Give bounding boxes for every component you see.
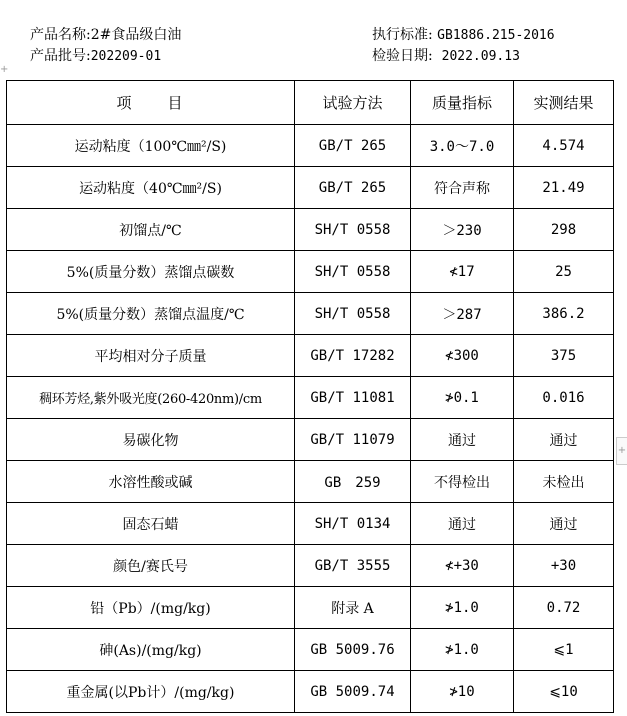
row-spec: 通过 <box>411 503 514 545</box>
row-spec: ＞230 <box>411 209 514 251</box>
column-header-spec: 质量指标 <box>411 81 514 125</box>
row-result: 4.574 <box>514 125 614 167</box>
product-name <box>30 26 181 44</box>
row-spec: ≯0.1 <box>411 377 514 419</box>
row-result: 未检出 <box>514 461 614 503</box>
row-method: GB 5009.74 <box>295 671 411 713</box>
table-row <box>7 629 614 671</box>
inspection-table <box>6 80 614 713</box>
table-row <box>7 293 614 335</box>
row-item: 运动粘度（40℃㎜²/S) <box>7 167 295 209</box>
table-header-row <box>7 81 614 125</box>
table-row <box>7 209 614 251</box>
row-spec: ≮300 <box>411 335 514 377</box>
row-item: 铅（Pb）/(mg/kg) <box>7 587 295 629</box>
inspection-date <box>372 47 520 66</box>
column-header-item-label: 项 目 <box>116 94 185 112</box>
row-method: SH/T 0558 <box>295 293 411 335</box>
row-spec: ≯10 <box>411 671 514 713</box>
row-result: +30 <box>514 545 614 587</box>
row-result: 0.016 <box>514 377 614 419</box>
column-header-result: 实测结果 <box>514 81 614 125</box>
row-result: ⩽1 <box>514 629 614 671</box>
row-item: 5%(质量分数）蒸馏点温度/℃ <box>7 293 295 335</box>
table-row <box>7 671 614 713</box>
row-spec: ≮+30 <box>411 545 514 587</box>
row-spec: 通过 <box>411 419 514 461</box>
right-plus-icon[interactable]: + <box>616 437 627 465</box>
row-result: 25 <box>514 251 614 293</box>
product-name-value: 2#食品级白油 <box>90 27 182 43</box>
row-result: 298 <box>514 209 614 251</box>
row-method: GB/T 265 <box>295 167 411 209</box>
inspection-date-label: 检验日期: <box>372 48 433 64</box>
row-item: 重金属(以Pb计）/(mg/kg) <box>7 671 295 713</box>
left-plus-icon: + <box>0 64 9 75</box>
table-row <box>7 125 614 167</box>
row-method: GB/T 17282 <box>295 335 411 377</box>
row-result: 21.49 <box>514 167 614 209</box>
row-result: 通过 <box>514 419 614 461</box>
table-row <box>7 377 614 419</box>
row-spec: ≮17 <box>411 251 514 293</box>
table-row <box>7 503 614 545</box>
report-header <box>0 0 627 80</box>
row-result: 通过 <box>514 503 614 545</box>
row-method: GB/T 11079 <box>295 419 411 461</box>
row-method: SH/T 0558 <box>295 209 411 251</box>
inspection-date-value: 2022.09.13 <box>441 49 520 64</box>
row-spec: 不得检出 <box>411 461 514 503</box>
row-result: ⩽10 <box>514 671 614 713</box>
row-method: GB/T 3555 <box>295 545 411 587</box>
row-method: GB 259 <box>295 461 411 503</box>
row-spec: 符合声称 <box>411 167 514 209</box>
table-row <box>7 419 614 461</box>
row-result: 375 <box>514 335 614 377</box>
table-row <box>7 335 614 377</box>
row-method: 附录 A <box>295 587 411 629</box>
row-item: 初馏点/℃ <box>7 209 295 251</box>
row-item: 固态石蜡 <box>7 503 295 545</box>
row-result: 0.72 <box>514 587 614 629</box>
row-item: 稠环芳烃,紫外吸光度(260-420nm)/cm <box>7 377 295 419</box>
row-method: GB/T 11081 <box>295 377 411 419</box>
row-item: 砷(As)/(mg/kg) <box>7 629 295 671</box>
row-item: 易碳化物 <box>7 419 295 461</box>
row-result: 386.2 <box>514 293 614 335</box>
row-spec: 3.0～7.0 <box>411 125 514 167</box>
row-item: 水溶性酸或碱 <box>7 461 295 503</box>
table-row <box>7 461 614 503</box>
execution-standard-label: 执行标准: <box>372 27 433 43</box>
column-header-item <box>7 81 295 125</box>
execution-standard <box>372 26 555 45</box>
row-item: 平均相对分子质量 <box>7 335 295 377</box>
product-name-label: 产品名称: <box>30 27 91 43</box>
table-row <box>7 251 614 293</box>
row-method: GB 5009.76 <box>295 629 411 671</box>
row-spec: ≯1.0 <box>411 587 514 629</box>
row-spec: ＞287 <box>411 293 514 335</box>
row-method: SH/T 0134 <box>295 503 411 545</box>
batch-number-value: 202209-01 <box>90 49 162 64</box>
batch-number-label: 产品批号: <box>30 48 91 64</box>
row-method: SH/T 0558 <box>295 251 411 293</box>
row-item: 5%(质量分数）蒸馏点碳数 <box>7 251 295 293</box>
execution-standard-value: GB1886.215-2016 <box>437 28 555 43</box>
batch-number <box>30 47 161 66</box>
column-header-method: 试验方法 <box>295 81 411 125</box>
table-row <box>7 587 614 629</box>
table-row <box>7 167 614 209</box>
row-item: 颜色/赛氏号 <box>7 545 295 587</box>
row-method: GB/T 265 <box>295 125 411 167</box>
table-row <box>7 545 614 587</box>
row-item: 运动粘度（100℃㎜²/S) <box>7 125 295 167</box>
row-spec: ≯1.0 <box>411 629 514 671</box>
